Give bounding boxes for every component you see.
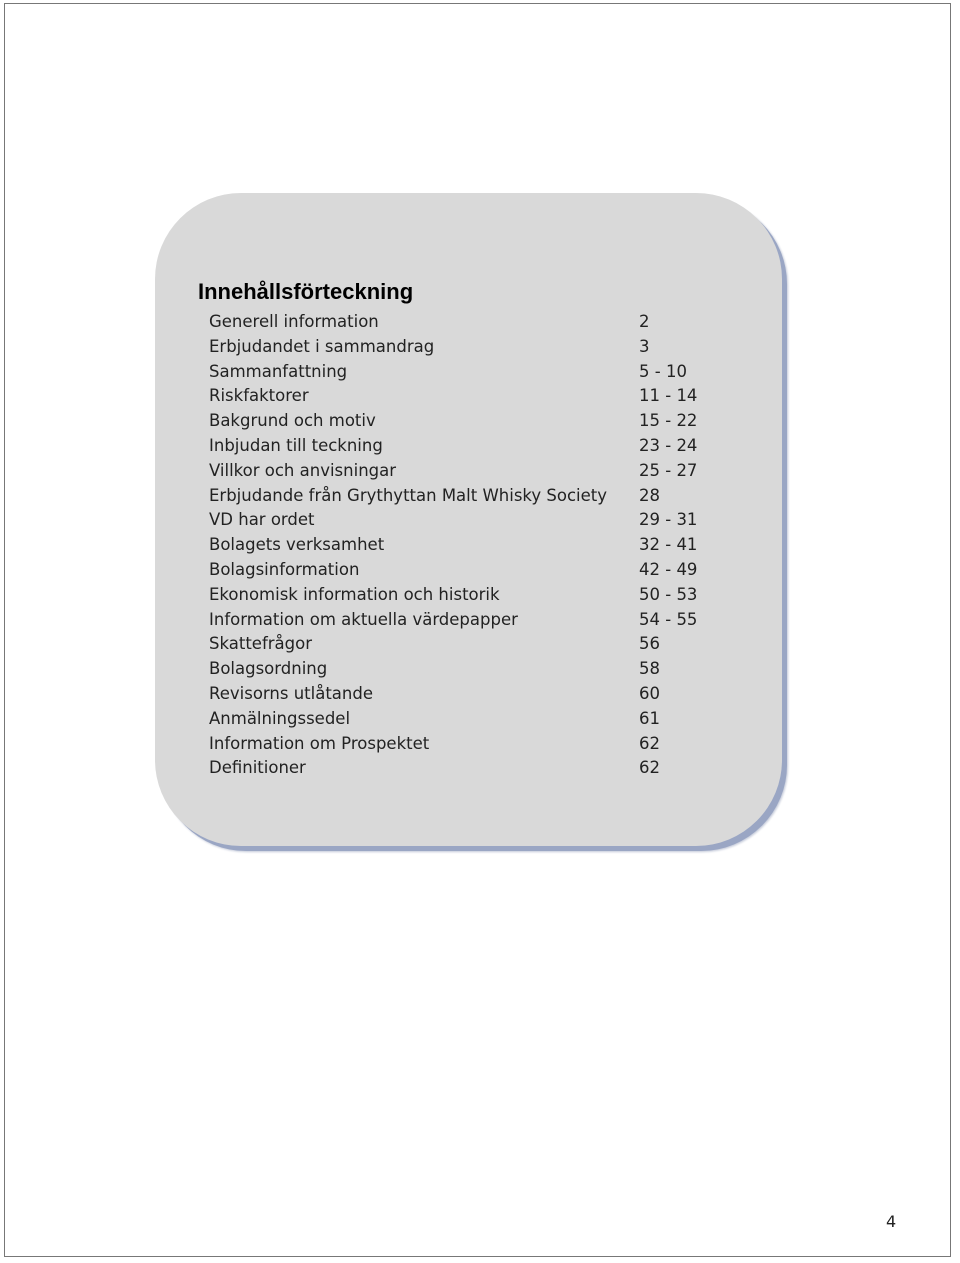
toc-entry-label: Ekonomisk information och historik xyxy=(209,584,500,604)
toc-entry-label: Definitioner xyxy=(209,758,306,778)
toc-entry-page: 28 xyxy=(639,485,660,505)
toc-entry-label: Bakgrund och motiv xyxy=(209,411,376,431)
toc-entry-sammanfattning xyxy=(209,360,729,385)
toc-entry-page: 61 xyxy=(639,708,660,728)
toc-entry-page: 62 xyxy=(639,733,660,753)
toc-entry-page: 3 xyxy=(639,336,650,356)
toc-entry-information-om-prospektet xyxy=(209,732,729,757)
toc-entry-page: 11 - 14 xyxy=(639,386,698,406)
toc-entry-page: 42 - 49 xyxy=(639,559,698,579)
toc-entry-label: Bolagsinformation xyxy=(209,559,360,579)
toc-entry-erbjudandet-i-sammandrag xyxy=(209,335,729,360)
toc-entry-label: Generell information xyxy=(209,312,379,331)
toc-entry-bakgrund-och-motiv xyxy=(209,409,729,434)
toc-entry-information-om-vardepapper xyxy=(209,608,729,633)
toc-entry-label: Information om Prospektet xyxy=(209,733,430,753)
toc-entry-page: 15 - 22 xyxy=(639,411,698,431)
toc-entry-page: 62 xyxy=(639,758,660,778)
toc-entry-page: 32 - 41 xyxy=(639,535,698,555)
toc-entry-page: 2 xyxy=(639,312,650,331)
toc-entry-label: Anmälningssedel xyxy=(209,708,351,728)
toc-entry-label: Riskfaktorer xyxy=(209,386,309,406)
toc-entry-page: 56 xyxy=(639,634,660,654)
toc-entry-bolagsinformation xyxy=(209,558,729,583)
toc-entry-page: 60 xyxy=(639,683,660,703)
toc-entry-label: Bolagets verksamhet xyxy=(209,535,385,555)
toc-entry-label: Villkor och anvisningar xyxy=(209,460,397,480)
toc-entry-label: Erbjudandet i sammandrag xyxy=(209,336,435,356)
toc-entry-anmalningssedel xyxy=(209,707,729,732)
toc-entry-erbjudande-fran-grythyttan xyxy=(209,484,729,509)
toc-entry-page: 23 - 24 xyxy=(639,435,698,455)
toc-entry-page: 29 - 31 xyxy=(639,510,698,530)
toc-entry-revisorns-utlatande xyxy=(209,682,729,707)
toc-entry-label: Sammanfattning xyxy=(209,361,348,381)
toc-entry-page: 54 - 55 xyxy=(639,609,698,629)
toc-entry-label: Inbjudan till teckning xyxy=(209,435,383,455)
toc-entry-label: VD har ordet xyxy=(209,510,315,530)
toc-entry-ekonomisk-information xyxy=(209,583,729,608)
toc-entry-page: 50 - 53 xyxy=(639,584,698,604)
toc-entry-label: Bolagsordning xyxy=(209,659,328,679)
toc-entry-inbjudan-till-teckning xyxy=(209,434,729,459)
toc-entry-page: 58 xyxy=(639,659,660,679)
toc-list xyxy=(209,310,729,781)
toc-entry-bolagsordning xyxy=(209,657,729,682)
toc-entry-villkor-och-anvisningar xyxy=(209,459,729,484)
toc-entry-vd-har-ordet xyxy=(209,508,729,533)
toc-entry-label: Revisorns utlåtande xyxy=(209,683,373,703)
toc-entry-page: 25 - 27 xyxy=(639,460,698,480)
toc-title: Innehållsförteckning xyxy=(198,279,414,304)
toc-entry-page: 5 - 10 xyxy=(639,361,687,381)
toc-entry-label: Skattefrågor xyxy=(209,634,312,654)
toc-entry-label: Information om aktuella värdepapper xyxy=(209,609,518,629)
toc-entry-skattefragor xyxy=(209,632,729,657)
toc-entry-bolagets-verksamhet xyxy=(209,533,729,558)
toc-entry-generell-information xyxy=(209,310,729,335)
toc-entry-riskfaktorer xyxy=(209,384,729,409)
toc-entry-definitioner xyxy=(209,756,729,781)
toc-entry-label: Erbjudande från Grythyttan Malt Whisky Society xyxy=(209,485,608,505)
page-number: 4 xyxy=(886,1212,897,1231)
